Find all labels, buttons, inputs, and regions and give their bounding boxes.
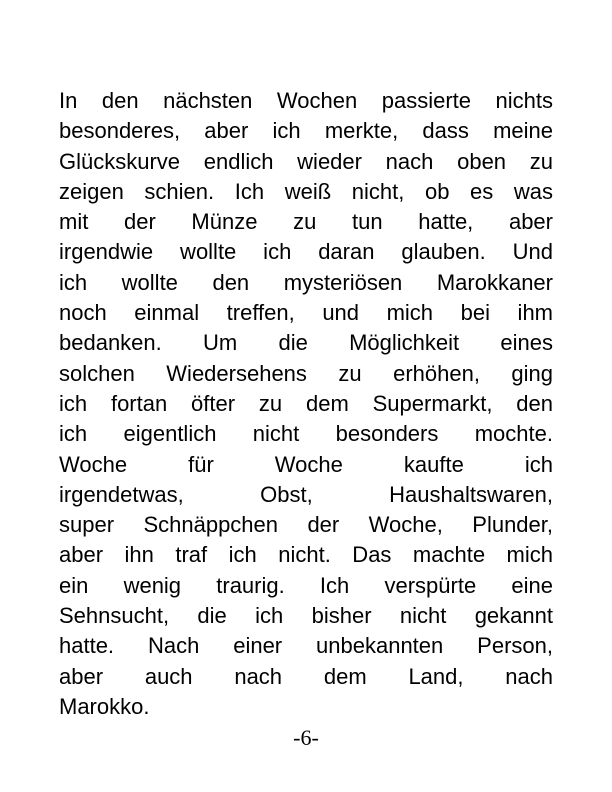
paragraph-line: irgendetwas, Obst, Haushaltswaren, xyxy=(59,481,553,507)
page-number: -6- xyxy=(293,725,319,750)
paragraph-line: mit der Münze zu tun hatte, aber xyxy=(59,209,553,235)
paragraph-line: zeigen schien. Ich weiß nicht, ob es was xyxy=(59,178,553,204)
paragraph-line: aber ihn traf ich nicht. Das machte mich xyxy=(59,542,553,568)
paragraph-line: ich eigentlich nicht besonders mochte. xyxy=(59,421,553,447)
paragraph-line: bedanken. Um die Möglichkeit eines xyxy=(59,330,553,356)
paragraph-line: Woche für Woche kaufte ich xyxy=(59,451,553,477)
paragraph-line: Sehnsucht, die ich bisher nicht gekannt xyxy=(59,603,553,629)
paragraph-line: besonderes, aber ich merkte, dass meine xyxy=(59,118,553,144)
paragraph-line: super Schnäppchen der Woche, Plunder, xyxy=(59,512,553,538)
paragraph-line: hatte. Nach einer unbekannten Person, xyxy=(59,633,553,659)
paragraph-line: ich wollte den mysteriösen Marokkaner xyxy=(59,269,553,295)
paragraph-line: Marokko. xyxy=(59,693,150,719)
paragraph-line: solchen Wiedersehens zu erhöhen, ging xyxy=(59,360,553,386)
paragraph-line: ein wenig traurig. Ich verspürte eine xyxy=(59,572,553,598)
body-paragraph xyxy=(59,86,553,722)
paragraph-line: Glückskurve endlich wieder nach oben zu xyxy=(59,148,553,174)
paragraph-line: noch einmal treffen, und mich bei ihm xyxy=(59,300,553,326)
paragraph-line: aber auch nach dem Land, nach xyxy=(59,663,553,689)
paragraph-line: irgendwie wollte ich daran glauben. Und xyxy=(59,239,553,265)
paragraph-line: In den nächsten Wochen passierte nichts xyxy=(59,88,553,113)
paragraph-line: ich fortan öfter zu dem Supermarkt, den xyxy=(59,390,553,416)
